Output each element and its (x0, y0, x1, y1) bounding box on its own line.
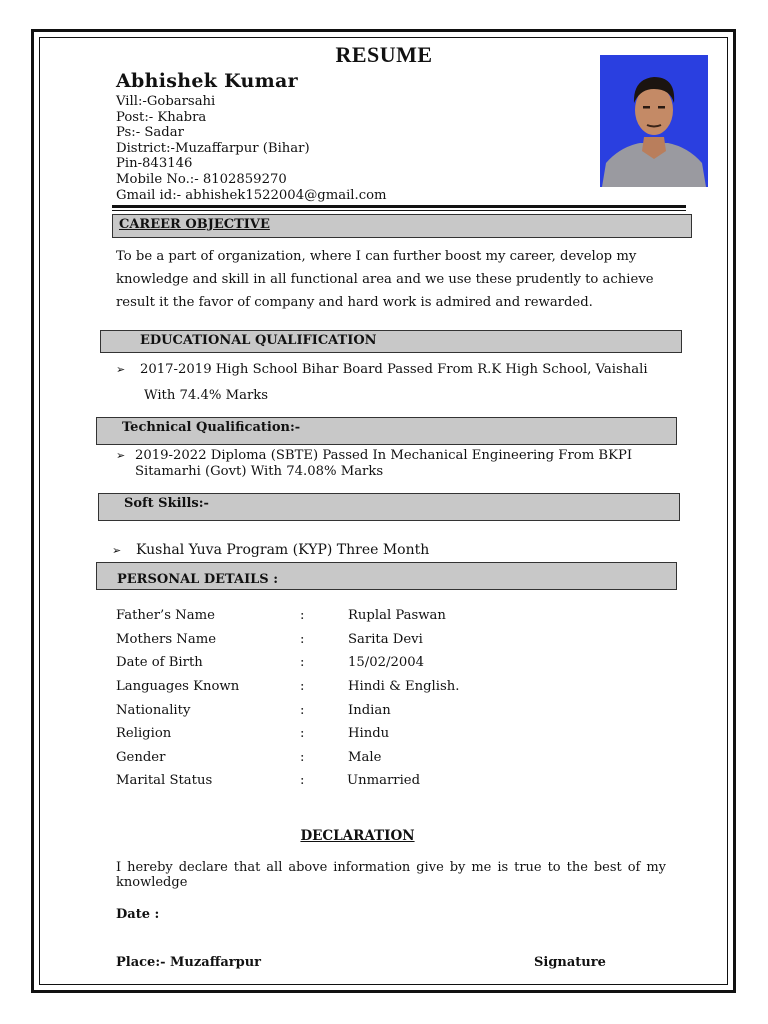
soft-skill-item (112, 542, 429, 558)
address-police-station: Ps:- Sadar (116, 125, 184, 141)
personal-details-heading: PERSONAL DETAILS : (96, 562, 677, 590)
mobile-number: Mobile No.:- 8102859270 (116, 171, 287, 187)
table-row (0, 703, 768, 727)
detail-label: Religion (116, 726, 172, 741)
technical-item (116, 448, 632, 463)
header-divider-thin (112, 210, 686, 211)
resume-title: RESUME (335, 42, 433, 67)
profile-photo (600, 55, 708, 187)
detail-label: Father’s Name (116, 608, 215, 623)
detail-colon: : (300, 655, 305, 670)
education-line-1: 2017-2019 High School Bihar Board Passed From R.K High School, Vaishali (140, 362, 648, 377)
table-row (0, 655, 768, 679)
detail-value: Hindu (348, 726, 390, 741)
email-address: Gmail id:- abhishek1522004@gmail.com (116, 187, 387, 203)
address-village: Vill:-Gobarsahi (116, 94, 216, 109)
signature-label: Signature (534, 955, 606, 970)
table-row (0, 750, 768, 774)
detail-label: Nationality (116, 703, 191, 718)
soft-skills-heading: Soft Skills:- (98, 493, 680, 521)
table-row (0, 773, 768, 797)
detail-value: Hindi & English. (348, 679, 460, 694)
detail-value: 15/02/2004 (348, 655, 425, 670)
detail-label: Date of Birth (116, 655, 203, 670)
arrow-bullet-icon: ➢ (116, 449, 126, 462)
table-row (0, 726, 768, 750)
detail-colon: : (300, 632, 305, 647)
place-label: Place:- Muzaffarpur (116, 955, 262, 970)
detail-value: Sarita Devi (348, 632, 423, 647)
career-objective-heading: CAREER OBJECTIVE (112, 214, 692, 238)
address-post: Post:- Khabra (116, 109, 207, 125)
arrow-bullet-icon: ➢ (112, 544, 122, 557)
detail-colon: : (300, 608, 305, 623)
arrow-bullet-icon: ➢ (116, 363, 126, 376)
technical-heading: Technical Qualification:- (96, 417, 677, 445)
career-objective-text: To be a part of organization, where I can further boost my career, develop my knowledge and skill in all functional area and we use these prudently to achieve result it the favor of company and hard work is admired and rewarded. (116, 249, 654, 310)
soft-skill-text: Kushal Yuva Program (KYP) Three Month (136, 542, 430, 558)
detail-colon: : (300, 750, 305, 765)
technical-line-2: Sitamarhi (Govt) With 74.08% Marks (135, 464, 384, 479)
detail-label: Mothers Name (116, 632, 217, 647)
detail-colon: : (300, 703, 305, 718)
personal-details-table (0, 608, 768, 798)
address-district: District:-Muzaffarpur (Bihar) (116, 140, 310, 156)
detail-colon: : (300, 773, 305, 788)
table-row (0, 632, 768, 656)
contact-block (116, 94, 387, 203)
detail-label: Gender (116, 750, 166, 765)
date-label: Date : (116, 907, 160, 922)
education-item (116, 362, 648, 377)
person-silhouette-icon (600, 55, 708, 187)
detail-value: Unmarried (347, 773, 421, 788)
address-pin: Pin-843146 (116, 156, 193, 172)
detail-value: Indian (348, 703, 391, 718)
detail-colon: : (300, 679, 305, 694)
table-row (0, 608, 768, 632)
candidate-name: Abhishek Kumar (116, 70, 298, 92)
detail-value: Ruplal Paswan (348, 608, 446, 623)
declaration-text: I hereby declare that all above information give by me is true to the best of my knowledge (116, 860, 666, 890)
detail-colon: : (300, 726, 305, 741)
detail-value: Male (348, 750, 382, 765)
declaration-heading: DECLARATION (300, 828, 415, 844)
detail-label: Marital Status (116, 773, 213, 788)
education-line-2: With 74.4% Marks (144, 388, 269, 403)
table-row (0, 679, 768, 703)
detail-label: Languages Known (116, 679, 240, 694)
header-divider-thick (112, 205, 686, 208)
technical-line-1: 2019-2022 Diploma (SBTE) Passed In Mechanical Engineering From BKPI (135, 448, 633, 463)
education-heading: EDUCATIONAL QUALIFICATION (100, 330, 682, 353)
